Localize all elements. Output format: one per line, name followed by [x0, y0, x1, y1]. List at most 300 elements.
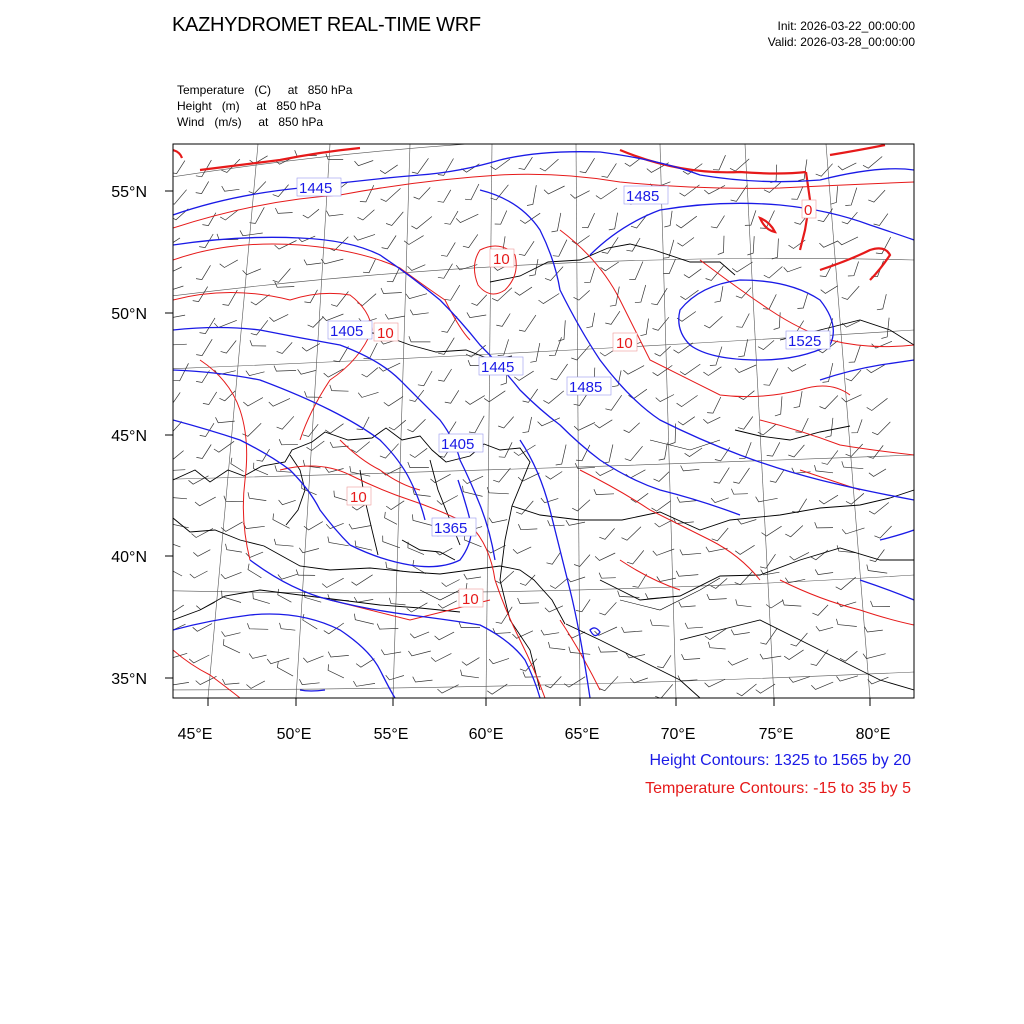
- wind-barb: [513, 547, 531, 554]
- lon-label: 60°E: [468, 726, 504, 743]
- wind-barb: [166, 562, 182, 576]
- wind-barb: [413, 677, 433, 682]
- wind-barb: [756, 684, 775, 693]
- wind-barb: [303, 209, 319, 218]
- wind-barb: [548, 642, 565, 650]
- wind-barb: [566, 520, 585, 525]
- wind-barb: [760, 554, 775, 568]
- field-wind: Wind (m/s) at 850 hPa: [177, 115, 324, 129]
- lat-label: 40°N: [111, 549, 147, 566]
- wind-barb: [438, 601, 457, 608]
- wind-barb: [635, 285, 646, 303]
- wind-barb: [791, 186, 803, 199]
- wind-barb: [165, 392, 181, 406]
- wind-barb: [408, 651, 430, 656]
- wind-barb: [731, 185, 748, 202]
- wind-barb: [330, 385, 349, 391]
- wind-barb: [574, 290, 590, 300]
- wind-barb: [848, 262, 859, 277]
- wind-barb: [605, 311, 620, 324]
- wind-barb: [657, 577, 676, 582]
- wind-barb: [354, 234, 375, 240]
- wind-barb: [797, 294, 807, 309]
- wind-barb: [570, 191, 589, 199]
- wind-barb: [584, 268, 595, 283]
- wind-barb: [203, 392, 217, 405]
- wind-barb: [222, 679, 239, 684]
- wind-barb: [820, 396, 838, 409]
- wind-barb: [445, 390, 459, 403]
- wind-barb: [543, 391, 563, 404]
- wind-barb: [837, 237, 858, 245]
- wind-barb: [467, 312, 486, 317]
- wind-barb: [444, 211, 458, 224]
- wind-barb: [408, 265, 426, 271]
- wind-barb: [189, 655, 209, 663]
- wind-barb: [629, 262, 643, 280]
- wind-barb: [657, 655, 671, 667]
- wind-barb: [838, 163, 856, 170]
- wind-barb: [349, 524, 371, 529]
- wind-barb: [189, 476, 209, 484]
- wind-barb: [586, 313, 594, 328]
- wind-barb: [682, 654, 701, 659]
- wind-barb: [605, 395, 621, 410]
- wind-barb: [705, 629, 726, 640]
- wind-barb: [816, 626, 833, 631]
- lon-label: 65°E: [564, 726, 600, 743]
- wind-barb: [243, 269, 261, 275]
- wind-barb: [664, 211, 672, 227]
- wind-barb: [231, 458, 244, 472]
- wind-barb: [655, 346, 671, 356]
- wind-barb: [253, 593, 270, 604]
- wind-barb: [712, 528, 729, 541]
- wind-barb: [707, 397, 721, 413]
- wind-barb: [298, 369, 316, 374]
- height-label: 1485: [569, 379, 603, 396]
- wind-barb: [414, 187, 431, 199]
- temperature-label: 10: [462, 591, 479, 608]
- wind-barb: [487, 487, 509, 494]
- wind-barb: [602, 163, 617, 177]
- wind-barb: [412, 514, 432, 525]
- wind-barb: [544, 186, 565, 194]
- wind-barb: [629, 389, 647, 399]
- wind-barb: [386, 501, 404, 510]
- wind-barb: [269, 398, 290, 406]
- wind-barb: [418, 371, 432, 386]
- wind-barb: [663, 240, 674, 258]
- wind-barb: [546, 472, 563, 480]
- wind-barb: [681, 466, 700, 471]
- wind-barb: [410, 310, 429, 315]
- wind-barb: [279, 439, 298, 445]
- wind-barb: [221, 522, 243, 532]
- wind-barb: [572, 500, 590, 511]
- wind-barb: [491, 185, 509, 200]
- wind-barb: [465, 184, 479, 200]
- wind-barb: [273, 514, 290, 529]
- lat-label: 55°N: [111, 184, 147, 201]
- wind-barb: [760, 628, 777, 644]
- wind-barb: [756, 497, 778, 502]
- wind-barb: [760, 654, 781, 659]
- wind-barb: [351, 442, 369, 453]
- wind-barb: [788, 364, 806, 371]
- wind-barb: [463, 234, 478, 247]
- wind-barb: [174, 363, 189, 381]
- wind-barb: [872, 422, 890, 435]
- wind-barb: [430, 474, 450, 483]
- height-label: 1445: [481, 359, 515, 376]
- wind-barb: [622, 527, 642, 540]
- wind-barb: [254, 463, 268, 475]
- wind-barb: [322, 578, 344, 587]
- wind-barb: [386, 212, 403, 226]
- wind-barb: [171, 518, 188, 528]
- wind-barb: [387, 269, 399, 282]
- wind-barb: [246, 371, 265, 376]
- wind-barb: [547, 552, 561, 564]
- wind-barb: [464, 574, 481, 579]
- wind-barb: [202, 213, 216, 226]
- wind-barb: [595, 420, 613, 428]
- wind-barb: [703, 417, 720, 423]
- wind-barb: [527, 185, 536, 205]
- wind-barb: [389, 420, 406, 430]
- wind-barb: [216, 417, 235, 422]
- wind-barb: [219, 391, 235, 401]
- wind-barb: [304, 260, 321, 265]
- wind-barb: [334, 491, 349, 501]
- wind-barb: [772, 239, 779, 260]
- wind-barb: [321, 259, 343, 264]
- wind-barb: [867, 398, 888, 410]
- wind-barb: [495, 211, 507, 225]
- wind-barb: [486, 545, 505, 553]
- wind-barb: [735, 545, 754, 554]
- height-label: 1525: [788, 333, 822, 350]
- wind-barb: [548, 520, 565, 526]
- wind-barb: [355, 161, 374, 166]
- wind-barb: [680, 364, 700, 375]
- wind-barb: [553, 240, 567, 257]
- wind-barb: [678, 417, 695, 425]
- wind-barb: [842, 286, 860, 299]
- wind-barb: [704, 316, 722, 328]
- wind-barb: [224, 639, 241, 653]
- lon-label: 70°E: [660, 726, 696, 743]
- wind-barb: [869, 503, 889, 515]
- wind-barb: [279, 500, 296, 505]
- wind-barb: [822, 450, 838, 464]
- wind-barb: [785, 526, 803, 537]
- wind-barb: [715, 447, 730, 461]
- wind-barb: [277, 342, 293, 353]
- wind-barb: [654, 472, 670, 482]
- lat-label: 35°N: [111, 671, 147, 688]
- wind-barb: [487, 684, 507, 694]
- wind-barb: [243, 523, 264, 528]
- wind-barb: [530, 343, 540, 362]
- wind-barb: [567, 577, 585, 582]
- wind-barb: [220, 210, 239, 221]
- wind-barb: [602, 237, 619, 253]
- wind-barb: [840, 651, 857, 661]
- wind-barb: [823, 363, 833, 382]
- wind-barb: [596, 469, 614, 476]
- wind-barb: [815, 465, 834, 473]
- wind-barb: [471, 295, 486, 306]
- wind-barb: [764, 368, 779, 385]
- wind-barb: [867, 565, 887, 574]
- wind-barb: [872, 261, 884, 277]
- wind-barb: [789, 677, 810, 683]
- wind-barb: [166, 680, 189, 685]
- wind-barb: [353, 681, 375, 686]
- temperature-label: 10: [350, 489, 367, 506]
- wind-barb: [541, 498, 558, 503]
- wind-barb: [714, 468, 730, 484]
- wind-barb: [498, 417, 514, 428]
- wind-barb: [811, 682, 833, 689]
- wind-barb: [738, 519, 757, 524]
- wind-barb: [837, 676, 859, 681]
- lon-label: 75°E: [758, 726, 794, 743]
- wind-barb: [518, 524, 537, 530]
- wind-barb: [663, 259, 675, 274]
- wind-barb: [819, 495, 838, 504]
- wind-barb: [431, 653, 451, 661]
- wind-barb: [842, 528, 864, 534]
- wind-barb: [764, 183, 781, 193]
- wind-barb: [627, 550, 644, 564]
- wind-barb: [243, 398, 263, 406]
- wind-barb: [438, 190, 451, 203]
- wind-barb: [307, 441, 325, 451]
- wind-barb: [711, 216, 725, 228]
- wind-barb: [484, 391, 505, 402]
- wind-barb: [408, 462, 429, 468]
- wind-barb: [164, 313, 185, 318]
- wind-barb: [299, 679, 319, 684]
- wind-barb: [678, 676, 697, 681]
- wind-barb: [572, 236, 590, 245]
- wind-barb: [438, 264, 453, 279]
- wind-barb: [190, 571, 208, 578]
- lat-label: 50°N: [111, 306, 147, 323]
- wind-barb: [811, 550, 828, 560]
- wind-barb: [168, 339, 187, 345]
- wind-barb: [269, 314, 288, 321]
- wind-barb: [386, 675, 404, 680]
- wind-barb: [240, 230, 263, 235]
- wind-barb: [869, 469, 886, 477]
- wind-barb: [519, 157, 533, 169]
- wind-barb: [655, 684, 673, 698]
- wind-barb: [596, 188, 617, 199]
- wind-barb: [831, 186, 838, 204]
- wind-barb: [222, 186, 240, 191]
- wind-barb: [251, 295, 270, 305]
- wind-barb: [863, 157, 882, 169]
- wind-barb: [192, 528, 214, 537]
- wind-barb: [250, 340, 266, 346]
- wind-barb: [407, 419, 425, 432]
- height-label: 1445: [299, 180, 333, 197]
- wind-barb: [868, 677, 889, 684]
- wind-barb: [308, 317, 324, 328]
- wind-barb: [247, 623, 268, 629]
- lon-label: 50°E: [276, 726, 312, 743]
- wind-barb: [442, 580, 460, 587]
- wind-barb: [625, 446, 643, 461]
- wind-barb: [193, 550, 210, 557]
- wind-barb: [381, 467, 401, 475]
- wind-barb: [196, 265, 211, 279]
- wind-barb: [564, 677, 585, 687]
- wind-barb: [515, 287, 532, 295]
- wind-barb: [328, 652, 349, 657]
- wind-barb: [728, 658, 748, 665]
- wind-barb: [623, 366, 644, 375]
- wind-barb: [549, 337, 561, 355]
- wind-barb: [550, 579, 567, 589]
- wind-barb: [601, 262, 619, 271]
- wind-barb: [273, 269, 291, 283]
- wind-barb: [679, 602, 696, 607]
- wind-barb: [328, 664, 344, 678]
- wind-barb: [169, 190, 187, 205]
- wind-barb: [574, 423, 595, 431]
- wind-barb: [358, 392, 378, 397]
- wind-barb: [166, 422, 182, 433]
- wind-barb: [868, 190, 885, 202]
- wind-barb: [166, 605, 184, 613]
- wind-barb: [196, 339, 212, 355]
- wind-barb: [518, 473, 539, 481]
- wind-barb: [383, 536, 400, 548]
- wind-barb: [706, 266, 724, 281]
- wind-barb: [462, 658, 480, 666]
- wind-barb: [770, 470, 784, 482]
- wind-barb: [851, 419, 862, 432]
- wind-barb: [248, 492, 266, 500]
- wind-barb: [222, 631, 241, 636]
- wind-barb: [196, 445, 211, 459]
- wind-barb: [624, 423, 640, 433]
- temperature-legend: Temperature Contours: -15 to 35 by 5: [645, 780, 911, 797]
- wind-barb: [409, 336, 431, 342]
- wind-barb: [382, 236, 397, 249]
- wind-barb: [303, 614, 318, 629]
- wind-barb: [733, 468, 749, 483]
- wind-barb: [736, 599, 752, 607]
- wind-barb: [296, 570, 315, 576]
- wind-barb: [704, 185, 725, 194]
- wind-barb: [738, 417, 753, 430]
- wind-barb: [794, 391, 803, 408]
- init-time: Init: 2026-03-22_00:00:00: [777, 19, 915, 33]
- wind-barb: [738, 391, 754, 400]
- wind-barb: [676, 571, 698, 576]
- wind-barb: [556, 445, 566, 465]
- wind-barb: [798, 159, 807, 180]
- wind-barb: [461, 670, 479, 678]
- lon-label: 55°E: [373, 726, 409, 743]
- graticule: [140, 135, 914, 698]
- height-label: 1405: [330, 323, 364, 340]
- wind-barb: [438, 685, 459, 693]
- wind-barb: [410, 448, 427, 457]
- wind-barb: [580, 158, 595, 173]
- lon-label: 45°E: [177, 726, 213, 743]
- wind-barb: [545, 676, 561, 687]
- wind-barb: [246, 681, 265, 689]
- wind-barb: [708, 642, 725, 649]
- wind-barb: [680, 550, 701, 555]
- wind-barb: [811, 650, 829, 666]
- wind-barb: [280, 623, 296, 630]
- wind-barb: [196, 181, 209, 193]
- wind-barb: [278, 574, 298, 579]
- wind-barb: [656, 395, 674, 402]
- wind-barb: [469, 416, 484, 433]
- wind-barb: [842, 395, 862, 402]
- wind-barb: [653, 365, 673, 375]
- wind-barb: [650, 620, 669, 627]
- wind-barb: [599, 528, 614, 539]
- wind-barb: [275, 208, 292, 213]
- wind-barb: [871, 601, 891, 607]
- wind-barb: [437, 496, 458, 505]
- wind-barb: [360, 185, 374, 202]
- wind-barb: [489, 658, 509, 663]
- wind-barb: [274, 366, 296, 372]
- wind-barb: [456, 214, 478, 222]
- wind-barb: [764, 267, 783, 279]
- wind-barb: [463, 476, 483, 483]
- wind-barb: [736, 288, 751, 298]
- wind-barb: [815, 569, 833, 574]
- wind-barb: [631, 493, 648, 502]
- wind-barb: [790, 552, 809, 560]
- wind-barb: [599, 573, 616, 579]
- wind-barb: [738, 339, 748, 357]
- wind-barb: [277, 416, 294, 429]
- wind-barb: [737, 684, 757, 696]
- wind-barb: [762, 526, 782, 536]
- wind-barb: [248, 564, 261, 578]
- wind-barb: [758, 340, 774, 349]
- wind-barb: [330, 442, 349, 447]
- wind-barb: [652, 501, 671, 511]
- wind-barb: [659, 443, 668, 461]
- wind-barb: [735, 365, 756, 373]
- wind-barb: [352, 575, 373, 586]
- wind-barb: [703, 367, 721, 376]
- wind-barb: [552, 213, 561, 232]
- wind-barb: [784, 650, 803, 660]
- wind-barb: [325, 424, 343, 434]
- wind-barb: [496, 314, 510, 327]
- wind-barb: [731, 630, 750, 635]
- wind-barb: [541, 630, 559, 635]
- wind-barb: [706, 547, 728, 552]
- wind-barb: [640, 319, 648, 336]
- wind-barb: [165, 286, 183, 291]
